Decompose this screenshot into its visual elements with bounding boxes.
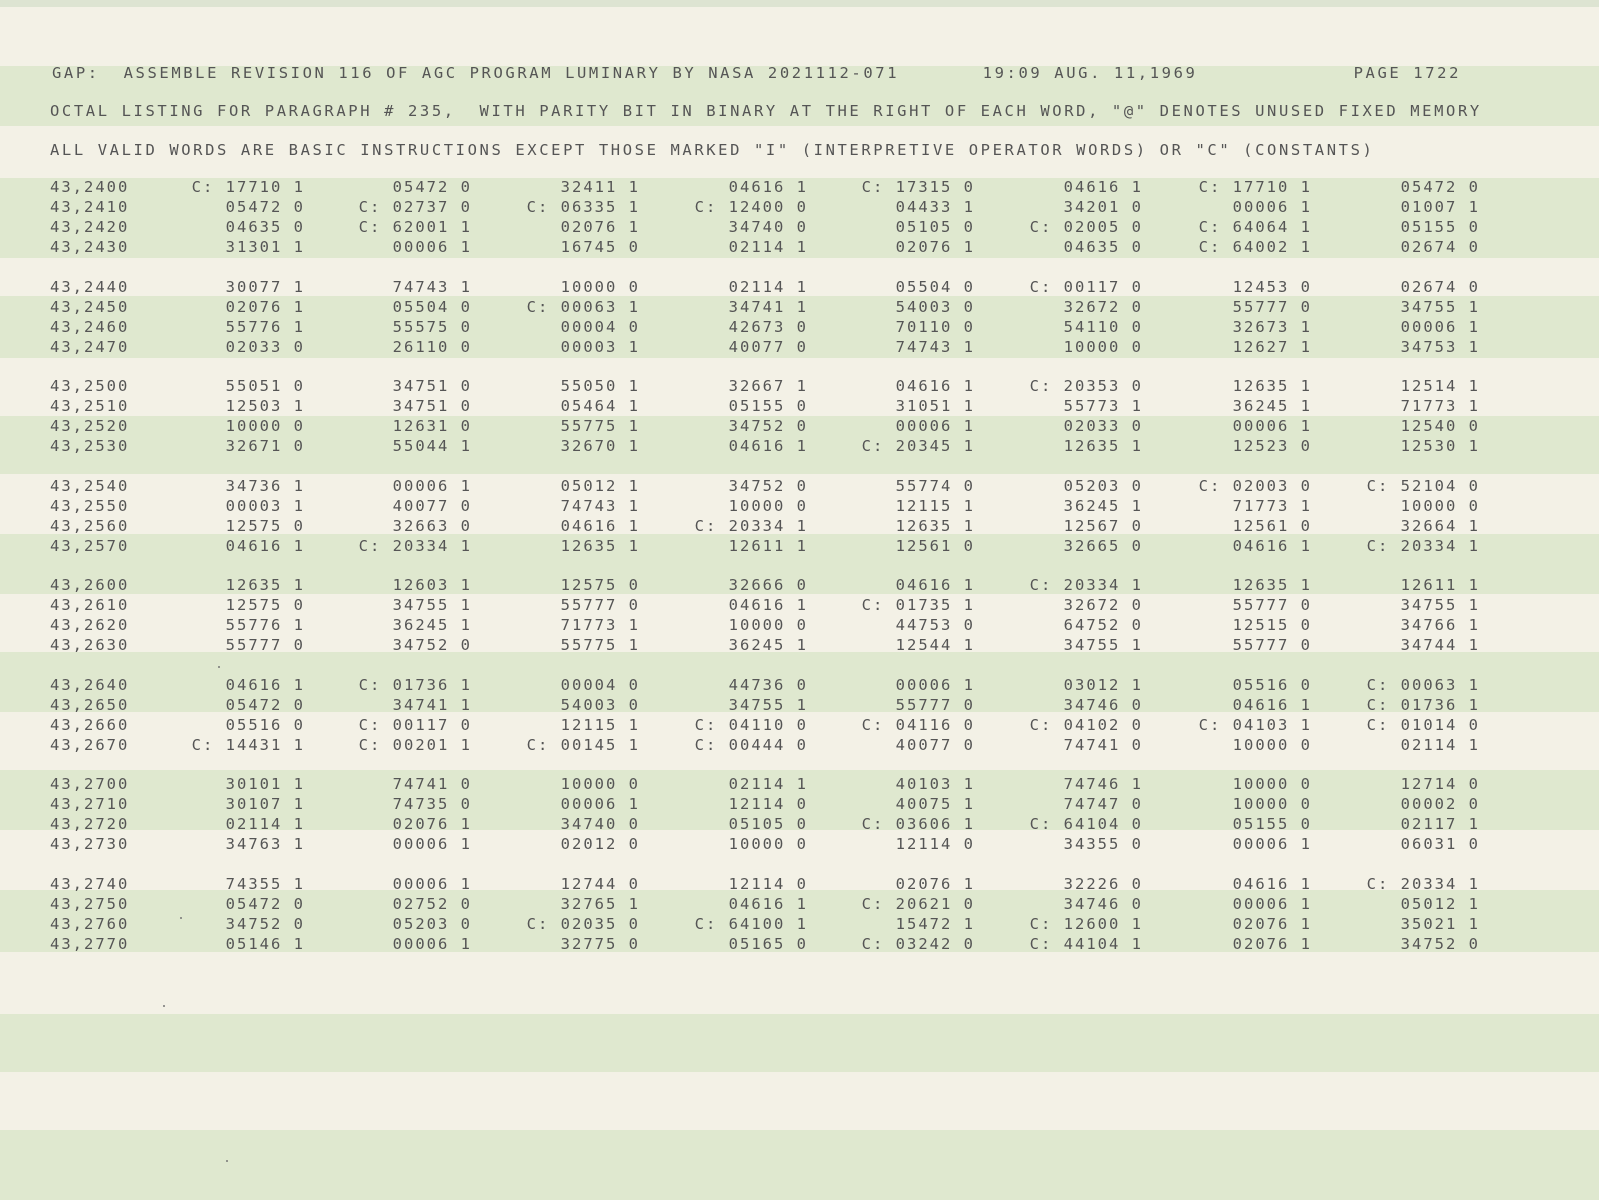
memory-word: 44736 0	[728, 675, 808, 694]
memory-word: C: 01014 0	[1366, 715, 1480, 734]
memory-word: 04616 1	[560, 516, 640, 535]
memory-word: 12603 1	[392, 576, 472, 594]
memory-word: C: 00145 1	[526, 735, 640, 754]
memory-word: 05472 0	[392, 178, 472, 196]
memory-word: 04635 0	[225, 218, 305, 236]
memory-word: 32670 1	[560, 437, 640, 455]
row-address: 43,2660	[50, 715, 130, 734]
memory-word: 12635 1	[1232, 576, 1312, 594]
memory-word: C: 17710 1	[1198, 178, 1312, 196]
memory-word: 32673 1	[1232, 317, 1312, 336]
memory-word: 36245 1	[1063, 496, 1143, 515]
memory-word: 34752 0	[225, 914, 305, 933]
listing-header-legend: ALL VALID WORDS ARE BASIC INSTRUCTIONS EXCEPT THOSE MARKED "I" (INTERPRETIVE OPERATOR WORDS) OR "C" (CONSTANTS)	[50, 141, 1375, 159]
memory-word: 31051 1	[895, 397, 975, 415]
paper-speck	[226, 1160, 228, 1162]
memory-word: 05155 0	[728, 397, 808, 415]
memory-word: 04433 1	[895, 198, 975, 216]
memory-word: 74743 1	[895, 337, 975, 356]
memory-word: C: 20334 1	[1366, 874, 1480, 893]
memory-word: 04616 1	[895, 576, 975, 594]
memory-word: C: 00444 0	[694, 735, 808, 754]
memory-word: 02033 0	[1063, 417, 1143, 435]
memory-word: 10000 0	[1063, 337, 1143, 356]
memory-word: C: 17315 0	[861, 178, 975, 196]
memory-word: 74735 0	[392, 795, 472, 813]
memory-word: 40077 0	[895, 735, 975, 754]
memory-word: 32664 1	[1400, 516, 1480, 535]
row-address: 43,2770	[50, 934, 130, 953]
memory-word: C: 02005 0	[1029, 218, 1143, 236]
memory-word: 05012 1	[1400, 894, 1480, 913]
memory-word: 34744 1	[1400, 636, 1480, 654]
memory-word: 64752 0	[1063, 616, 1143, 634]
memory-word: 74741 0	[392, 775, 472, 793]
memory-word: 00003 1	[560, 337, 640, 356]
memory-word: 55777 0	[225, 636, 305, 654]
memory-word: C: 00117 0	[358, 715, 472, 734]
memory-word: 12114 0	[728, 795, 808, 813]
memory-word: 05012 1	[560, 476, 640, 495]
row-address: 43,2650	[50, 695, 130, 714]
memory-word: 05105 0	[728, 815, 808, 833]
memory-word: 70110 0	[895, 317, 975, 336]
memory-word: 74743 1	[392, 277, 472, 296]
row-address: 43,2570	[50, 536, 130, 555]
paper-speck	[218, 666, 220, 668]
memory-word: 02114 1	[1400, 735, 1480, 754]
row-address: 43,2620	[50, 616, 130, 634]
memory-word: 32775 0	[560, 934, 640, 953]
memory-word: 05472 0	[1400, 178, 1480, 196]
memory-word: 32671 0	[225, 437, 305, 455]
memory-word: 05504 0	[895, 277, 975, 296]
memory-word: 34751 0	[392, 397, 472, 415]
row-address: 43,2500	[50, 377, 130, 395]
row-address: 43,2720	[50, 815, 130, 833]
memory-word: 55775 1	[560, 417, 640, 435]
memory-word: 55777 0	[560, 596, 640, 614]
memory-word: 44753 0	[895, 616, 975, 634]
memory-word: 55777 0	[1232, 636, 1312, 654]
memory-word: 05472 0	[225, 198, 305, 216]
paper-speck	[180, 917, 182, 919]
memory-word: 00006 1	[895, 675, 975, 694]
memory-word: 05472 0	[225, 894, 305, 913]
memory-word: 71773 1	[1232, 496, 1312, 515]
memory-word: C: 02003 0	[1198, 476, 1312, 495]
paper-speck	[163, 1005, 165, 1007]
memory-word: 02076 1	[1232, 914, 1312, 933]
memory-word: 04616 1	[728, 596, 808, 614]
memory-word: 12114 0	[728, 874, 808, 893]
memory-word: C: 64100 1	[694, 914, 808, 933]
memory-word: 55777 0	[1232, 596, 1312, 614]
memory-word: 34753 1	[1400, 337, 1480, 356]
memory-word: 55044 1	[392, 437, 472, 455]
memory-word: 05516 0	[1232, 675, 1312, 694]
memory-word: 10000 0	[728, 616, 808, 634]
memory-word: 12635 1	[1063, 437, 1143, 455]
memory-word: 12635 1	[1232, 377, 1312, 395]
memory-word: 10000 0	[560, 775, 640, 793]
memory-word: 05155 0	[1400, 218, 1480, 236]
memory-word: C: 12600 1	[1029, 914, 1143, 933]
memory-word: C: 03606 1	[861, 815, 975, 833]
memory-word: 04616 1	[895, 377, 975, 395]
memory-word: 04616 1	[728, 437, 808, 455]
memory-word: 30107 1	[225, 795, 305, 813]
memory-word: 04616 1	[225, 536, 305, 555]
memory-word: 32226 0	[1063, 874, 1143, 893]
memory-word: 12115 1	[895, 496, 975, 515]
memory-word: 10000 0	[1232, 795, 1312, 813]
memory-word: 34741 1	[728, 297, 808, 316]
memory-word: 02114 1	[728, 775, 808, 793]
memory-word: C: 20334 1	[358, 536, 472, 555]
memory-word: 05146 1	[225, 934, 305, 953]
memory-word: 00006 1	[1232, 835, 1312, 853]
memory-word: 32666 0	[728, 576, 808, 594]
memory-word: 74746 1	[1063, 775, 1143, 793]
memory-word: 34740 0	[560, 815, 640, 833]
memory-word: 55051 0	[225, 377, 305, 395]
memory-word: C: 06335 1	[526, 198, 640, 216]
row-address: 43,2530	[50, 437, 130, 455]
memory-word: 31301 1	[225, 238, 305, 256]
memory-word: 40075 1	[895, 795, 975, 813]
memory-word: 36245 1	[1232, 397, 1312, 415]
memory-word: 05203 0	[1063, 476, 1143, 495]
memory-word: 04616 1	[225, 675, 305, 694]
memory-word: 32663 0	[392, 516, 472, 535]
memory-word: 05504 0	[392, 297, 472, 316]
memory-word: 00006 1	[392, 238, 472, 256]
memory-word: 12515 0	[1232, 616, 1312, 634]
memory-word: 02076 1	[895, 874, 975, 893]
memory-word: C: 04110 0	[694, 715, 808, 734]
memory-word: 55777 0	[895, 695, 975, 714]
row-address: 43,2710	[50, 795, 130, 813]
memory-word: 34755 1	[728, 695, 808, 714]
memory-word: C: 62001 1	[358, 218, 472, 236]
memory-word: 40077 0	[728, 337, 808, 356]
memory-word: 12561 0	[1232, 516, 1312, 535]
memory-word: 74743 1	[560, 496, 640, 515]
memory-word: C: 04116 0	[861, 715, 975, 734]
memory-word: C: 20353 0	[1029, 377, 1143, 395]
memory-word: 54110 0	[1063, 317, 1143, 336]
memory-word: 32672 0	[1063, 596, 1143, 614]
memory-word: C: 00117 0	[1029, 277, 1143, 296]
memory-word: C: 20334 1	[694, 516, 808, 535]
memory-word: 02076 1	[895, 238, 975, 256]
memory-word: 12453 0	[1232, 277, 1312, 296]
memory-word: 12114 0	[895, 835, 975, 853]
memory-word: 03012 1	[1063, 675, 1143, 694]
row-address: 43,2630	[50, 636, 130, 654]
row-address: 43,2540	[50, 476, 130, 495]
memory-word: 55773 1	[1063, 397, 1143, 415]
row-address: 43,2460	[50, 317, 130, 336]
memory-word: 26110 0	[392, 337, 472, 356]
memory-word: 16745 0	[560, 238, 640, 256]
memory-word: 02033 0	[225, 337, 305, 356]
memory-word: 55775 1	[560, 636, 640, 654]
memory-word: 04635 0	[1063, 238, 1143, 256]
memory-word: C: 04103 1	[1198, 715, 1312, 734]
memory-word: 55776 1	[225, 616, 305, 634]
memory-word: 00006 1	[1232, 198, 1312, 216]
memory-word: 12635 1	[225, 576, 305, 594]
memory-word: 00006 1	[560, 795, 640, 813]
memory-word: 12503 1	[225, 397, 305, 415]
memory-word: C: 64002 1	[1198, 238, 1312, 256]
memory-word: 30077 1	[225, 277, 305, 296]
memory-word: C: 20345 1	[861, 437, 975, 455]
memory-word: 12575 0	[225, 516, 305, 535]
memory-word: 04616 1	[728, 894, 808, 913]
greenbar-stripe	[0, 1014, 1599, 1072]
memory-word: C: 03242 0	[861, 934, 975, 953]
memory-word: 32667 1	[728, 377, 808, 395]
memory-word: 34741 1	[392, 695, 472, 714]
row-address: 43,2610	[50, 596, 130, 614]
memory-word: 40077 0	[392, 496, 472, 515]
memory-word: 00006 1	[392, 835, 472, 853]
memory-word: 10000 0	[1232, 735, 1312, 754]
memory-word: 12567 0	[1063, 516, 1143, 535]
memory-word: 55774 0	[895, 476, 975, 495]
memory-word: 05472 0	[225, 695, 305, 714]
memory-word: C: 14431 1	[191, 735, 305, 754]
row-address: 43,2440	[50, 277, 130, 296]
row-address: 43,2730	[50, 835, 130, 853]
memory-word: C: 20621 0	[861, 894, 975, 913]
memory-word: 42673 0	[728, 317, 808, 336]
memory-word: 55776 1	[225, 317, 305, 336]
memory-word: 00006 1	[392, 934, 472, 953]
memory-word: 12744 0	[560, 874, 640, 893]
greenbar-stripe	[0, 1130, 1599, 1200]
memory-word: C: 02035 0	[526, 914, 640, 933]
memory-word: 34752 0	[392, 636, 472, 654]
memory-word: 34755 1	[1400, 297, 1480, 316]
memory-word: 34746 0	[1063, 695, 1143, 714]
memory-word: 02674 0	[1400, 238, 1480, 256]
memory-word: C: 44104 1	[1029, 934, 1143, 953]
memory-word: 74355 1	[225, 874, 305, 893]
memory-word: 34740 0	[728, 218, 808, 236]
memory-word: 02752 0	[392, 894, 472, 913]
memory-word: C: 00063 1	[526, 297, 640, 316]
memory-word: 12514 1	[1400, 377, 1480, 395]
memory-word: 06031 0	[1400, 835, 1480, 853]
memory-word: C: 20334 1	[1366, 536, 1480, 555]
memory-word: 12635 1	[895, 516, 975, 535]
listing-header-title: GAP: ASSEMBLE REVISION 116 OF AGC PROGRAM LUMINARY BY NASA 2021112-071 19:09 AUG. 11,1969	[52, 64, 1198, 82]
memory-word: 05165 0	[728, 934, 808, 953]
memory-word: 34766 1	[1400, 616, 1480, 634]
memory-word: 05464 1	[560, 397, 640, 415]
memory-word: 10000 0	[1400, 496, 1480, 515]
memory-word: 36245 1	[728, 636, 808, 654]
memory-word: 55050 1	[560, 377, 640, 395]
memory-word: 34201 0	[1063, 198, 1143, 216]
memory-word: 30101 1	[225, 775, 305, 793]
memory-word: 10000 0	[225, 417, 305, 435]
memory-word: 32765 1	[560, 894, 640, 913]
memory-word: 12540 0	[1400, 417, 1480, 435]
memory-word: C: 64064 1	[1198, 218, 1312, 236]
paper-top-edge	[0, 0, 1599, 7]
memory-word: 02114 1	[728, 277, 808, 296]
memory-word: C: 04102 0	[1029, 715, 1143, 734]
row-address: 43,2410	[50, 198, 130, 216]
memory-word: 04616 1	[1232, 536, 1312, 555]
memory-word: 12561 0	[895, 536, 975, 555]
memory-word: 34755 1	[1400, 596, 1480, 614]
row-address: 43,2510	[50, 397, 130, 415]
memory-word: 10000 0	[1232, 775, 1312, 793]
memory-word: 34736 1	[225, 476, 305, 495]
memory-word: 04616 1	[1232, 695, 1312, 714]
row-address: 43,2420	[50, 218, 130, 236]
row-address: 43,2520	[50, 417, 130, 435]
memory-word: C: 02737 0	[358, 198, 472, 216]
memory-word: 34355 0	[1063, 835, 1143, 853]
memory-word: 02114 1	[225, 815, 305, 833]
row-address: 43,2550	[50, 496, 130, 515]
memory-word: 10000 0	[560, 277, 640, 296]
memory-word: 12530 1	[1400, 437, 1480, 455]
memory-word: C: 64104 0	[1029, 815, 1143, 833]
memory-word: C: 00201 1	[358, 735, 472, 754]
memory-word: 55575 0	[392, 317, 472, 336]
memory-word: 71773 1	[560, 616, 640, 634]
memory-word: 74747 0	[1063, 795, 1143, 813]
memory-word: 02012 0	[560, 835, 640, 853]
row-address: 43,2750	[50, 894, 130, 913]
memory-word: 01007 1	[1400, 198, 1480, 216]
memory-word: 55777 0	[1232, 297, 1312, 316]
memory-word: 04616 1	[728, 178, 808, 196]
row-address: 43,2400	[50, 178, 130, 196]
memory-word: 05203 0	[392, 914, 472, 933]
memory-word: 12611 1	[728, 536, 808, 555]
memory-word: C: 01736 1	[358, 675, 472, 694]
memory-word: 00004 0	[560, 317, 640, 336]
memory-word: 02114 1	[728, 238, 808, 256]
memory-word: 04616 1	[1232, 874, 1312, 893]
row-address: 43,2670	[50, 735, 130, 754]
memory-word: C: 12400 0	[694, 198, 808, 216]
memory-word: 34755 1	[392, 596, 472, 614]
memory-word: 15472 1	[895, 914, 975, 933]
row-address: 43,2640	[50, 675, 130, 694]
memory-word: 00006 1	[895, 417, 975, 435]
memory-word: 32665 0	[1063, 536, 1143, 555]
memory-word: 05105 0	[895, 218, 975, 236]
memory-word: 05516 0	[225, 715, 305, 734]
memory-word: 34752 0	[1400, 934, 1480, 953]
memory-word: 02674 0	[1400, 277, 1480, 296]
memory-word: 02117 1	[1400, 815, 1480, 833]
row-address: 43,2760	[50, 914, 130, 933]
memory-word: 34755 1	[1063, 636, 1143, 654]
memory-word: 34751 0	[392, 377, 472, 395]
memory-word: 00002 0	[1400, 795, 1480, 813]
memory-word: 10000 0	[728, 496, 808, 515]
memory-word: C: 01735 1	[861, 596, 975, 614]
page-number: PAGE 1722	[1353, 64, 1461, 82]
memory-word: 02076 1	[392, 815, 472, 833]
memory-word: 32672 0	[1063, 297, 1143, 316]
row-address: 43,2740	[50, 874, 130, 893]
memory-word: 12544 1	[895, 636, 975, 654]
memory-word: 40103 1	[895, 775, 975, 793]
memory-word: C: 01736 1	[1366, 695, 1480, 714]
memory-word: 10000 0	[728, 835, 808, 853]
memory-word: 36245 1	[392, 616, 472, 634]
memory-word: 00006 1	[1232, 417, 1312, 435]
memory-word: 12575 0	[560, 576, 640, 594]
memory-word: 74741 0	[1063, 735, 1143, 754]
memory-word: 12635 1	[560, 536, 640, 555]
memory-word: 12627 1	[1232, 337, 1312, 356]
memory-word: C: 00063 1	[1366, 675, 1480, 694]
memory-word: 32411 1	[560, 178, 640, 196]
memory-word: 00006 1	[392, 476, 472, 495]
row-address: 43,2450	[50, 297, 130, 316]
memory-word: 34763 1	[225, 835, 305, 853]
row-address: 43,2700	[50, 775, 130, 793]
memory-word: 12575 0	[225, 596, 305, 614]
row-address: 43,2470	[50, 337, 130, 356]
memory-word: 12523 0	[1232, 437, 1312, 455]
memory-word: C: 17710 1	[191, 178, 305, 196]
memory-word: 54003 0	[895, 297, 975, 316]
memory-word: 12714 0	[1400, 775, 1480, 793]
memory-word: 00006 1	[1232, 894, 1312, 913]
memory-word: 34752 0	[728, 476, 808, 495]
memory-word: 02076 1	[1232, 934, 1312, 953]
memory-word: 54003 0	[560, 695, 640, 714]
row-address: 43,2600	[50, 576, 130, 594]
row-address: 43,2430	[50, 238, 130, 256]
memory-word: 34746 0	[1063, 894, 1143, 913]
memory-word: 00006 1	[1400, 317, 1480, 336]
memory-word: 02076 1	[560, 218, 640, 236]
memory-word: 05155 0	[1232, 815, 1312, 833]
memory-word: 12115 1	[560, 715, 640, 734]
memory-word: 12611 1	[1400, 576, 1480, 594]
memory-word: 00004 0	[560, 675, 640, 694]
memory-word: 12631 0	[392, 417, 472, 435]
memory-word: 02076 1	[225, 297, 305, 316]
memory-word: C: 52104 0	[1366, 476, 1480, 495]
memory-word: 34752 0	[728, 417, 808, 435]
memory-word: 00003 1	[225, 496, 305, 515]
row-address: 43,2560	[50, 516, 130, 535]
memory-word: C: 20334 1	[1029, 576, 1143, 594]
listing-header-description: OCTAL LISTING FOR PARAGRAPH # 235, WITH PARITY BIT IN BINARY AT THE RIGHT OF EACH WORD, "@" DENOTES UNUSED FIXED MEMORY	[50, 102, 1482, 120]
memory-word: 04616 1	[1063, 178, 1143, 196]
memory-word: 71773 1	[1400, 397, 1480, 415]
memory-word: 35021 1	[1400, 914, 1480, 933]
memory-word: 00006 1	[392, 874, 472, 893]
